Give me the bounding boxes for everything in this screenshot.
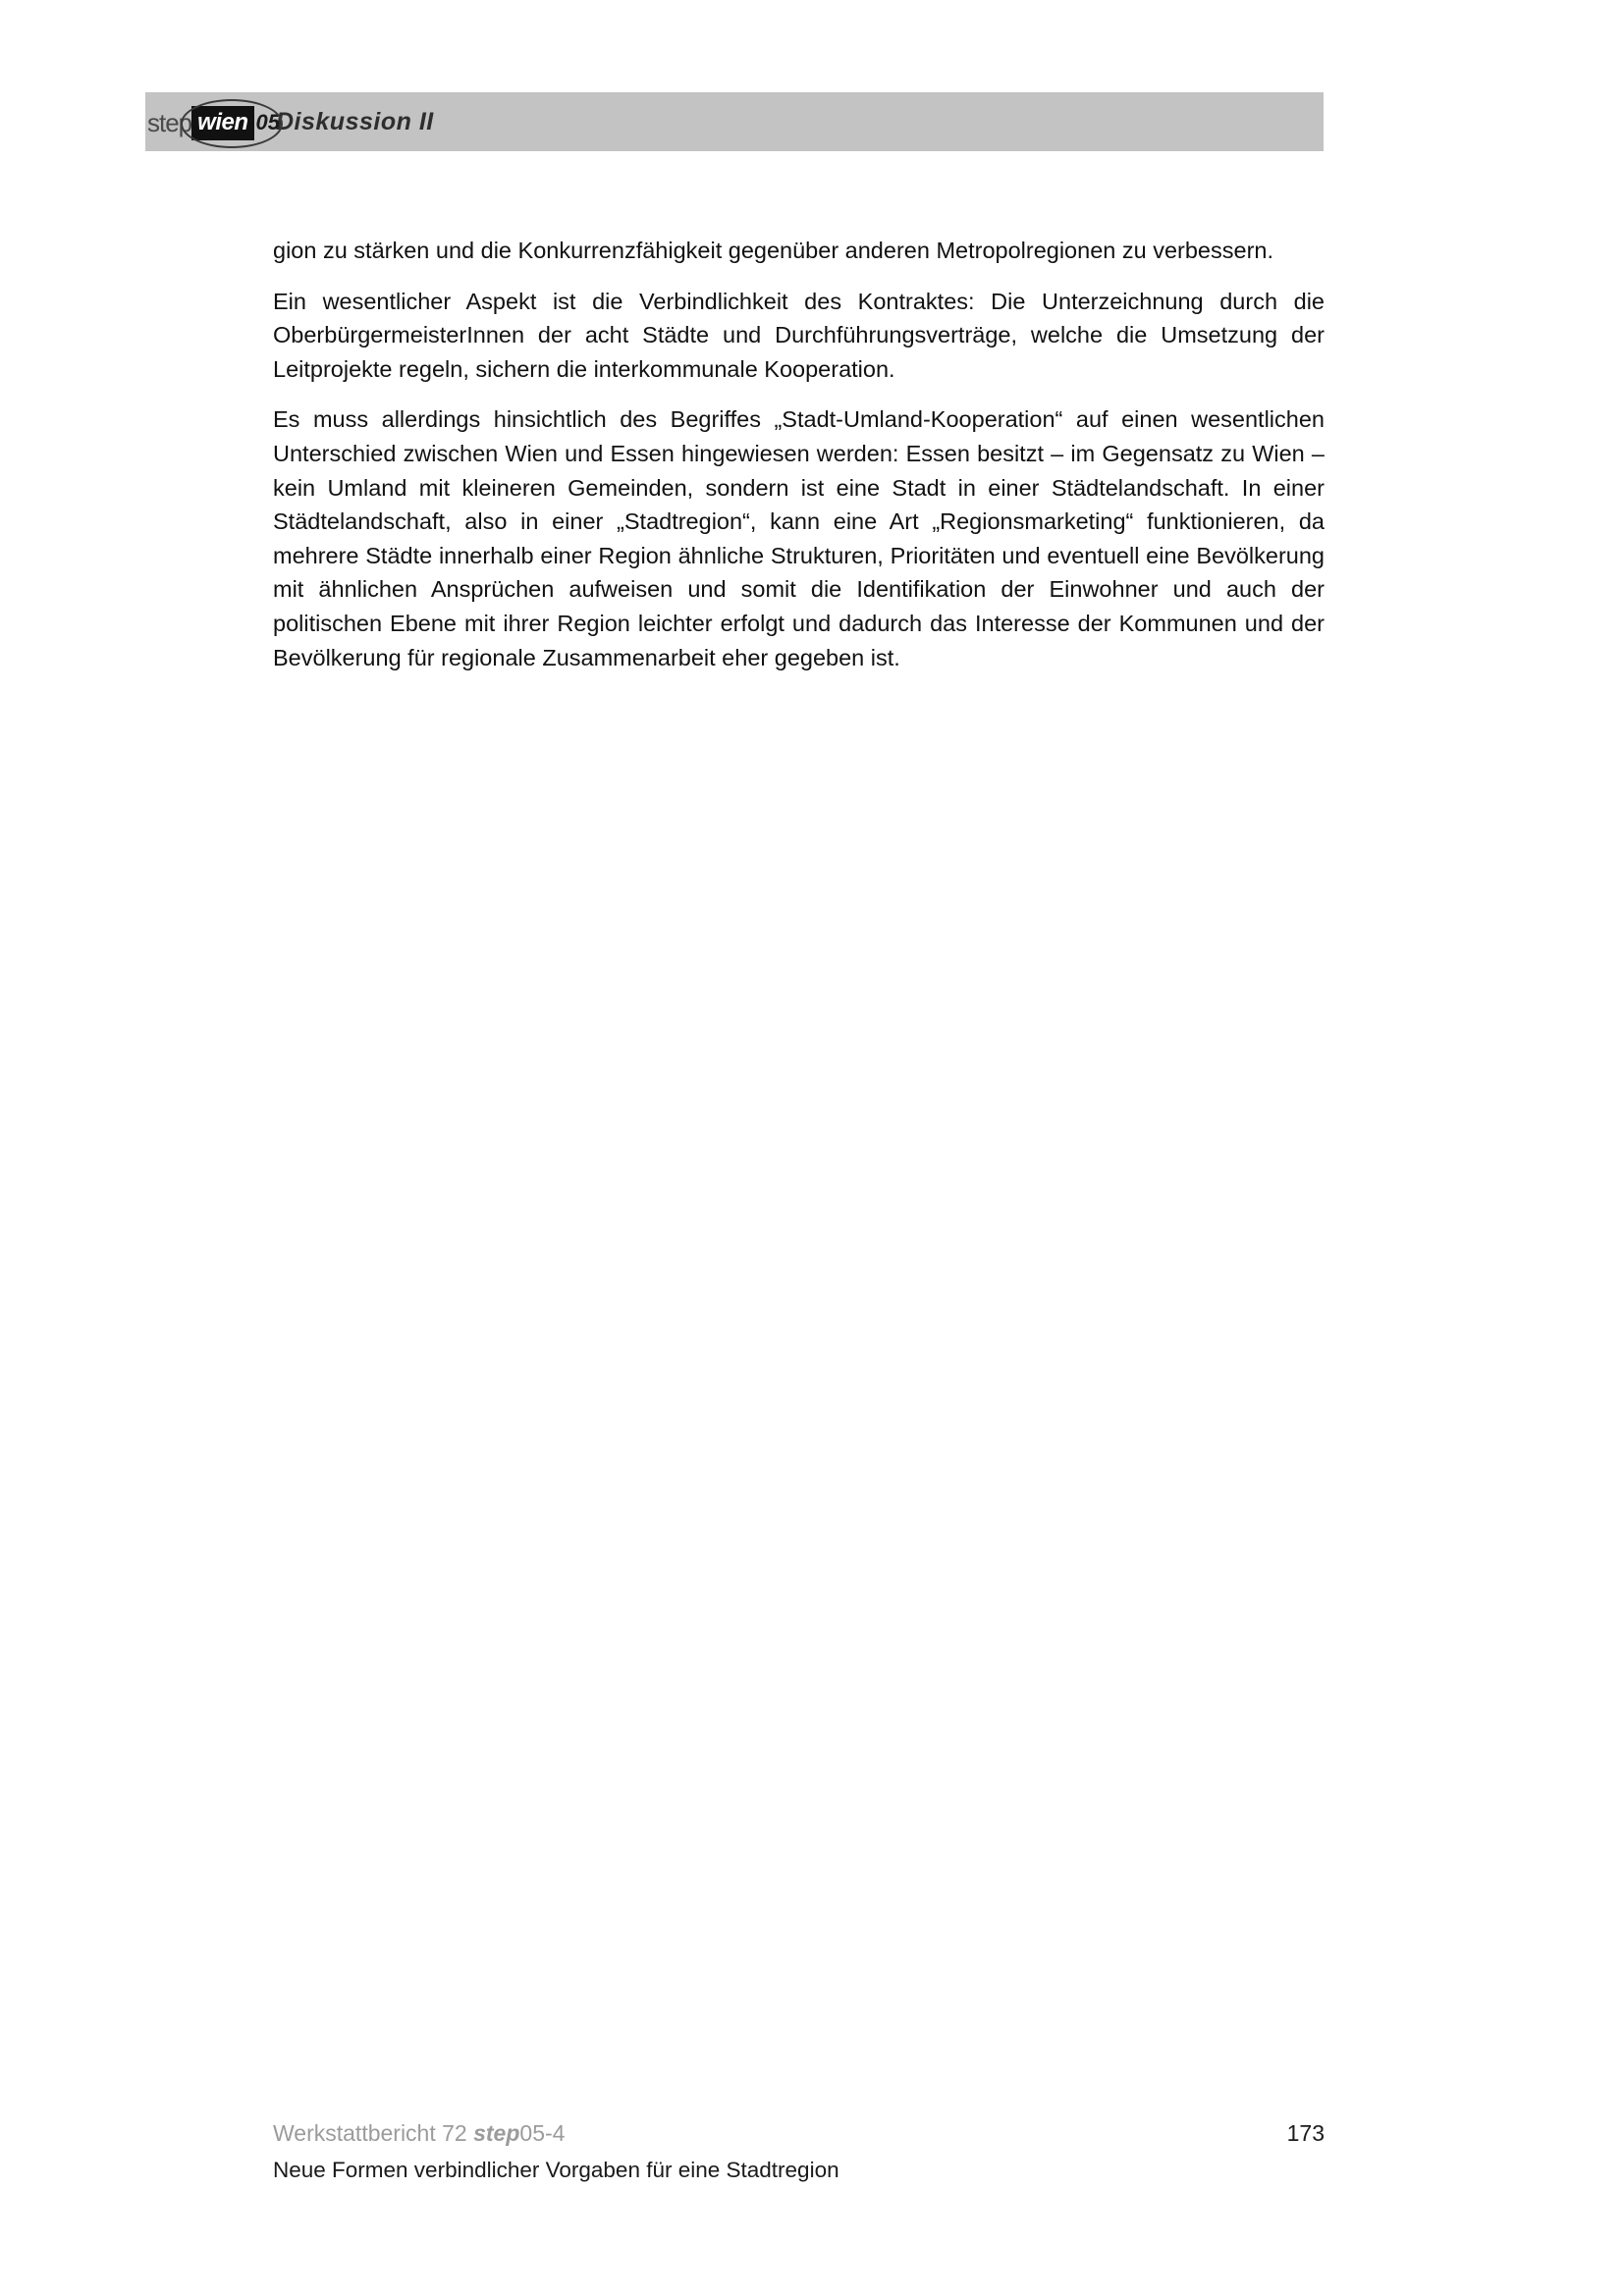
report-title-step: step [473, 2120, 520, 2146]
page-footer [273, 2118, 1325, 2184]
paragraph-2: Ein wesentlicher Aspekt ist die Verbindlichkeit des Kontraktes: Die Unterzeichnung durch die OberbürgermeisterInnen der acht Städte und Durchführungsverträge, welche die Umsetzung der Leitprojekte regeln, sichern die interkommunale Kooperation. [273, 288, 1325, 382]
logo-text-05: 05 [255, 110, 280, 134]
stepwien-logo [147, 104, 280, 141]
footer-report-line [273, 2118, 1325, 2148]
report-title-suffix: 05-4 [519, 2120, 566, 2146]
report-title [273, 2118, 565, 2148]
report-title-prefix: Werkstattbericht 72 [273, 2120, 474, 2146]
body-text [273, 234, 1325, 691]
paragraph-1: gion zu stärken und die Konkurrenzfähigkeit gegenüber anderen Metropolregionen zu verbessern. [273, 238, 1273, 263]
paragraph-3: Es muss allerdings hinsichtlich des Begriffes „Stadt-Umland-Kooperation“ auf einen wesentlichen Unterschied zwischen Wien und Essen hingewiesen werden: Essen besitzt – im Gegensatz zu Wien – kein Umland mit kleineren Gemeinden, sondern ist eine Stadt in einer Städtelandschaft. In einer Städtelandschaft, also in einer „Stadtregion“, kann eine Art „Regionsmarketing“ funktionieren, da mehrere Städte innerhalb einer Region ähnliche Strukturen, Prioritäten und eventuell eine Bevölkerung mit ähnlichen Ansprüchen aufweisen und somit die Identifikation der Einwohner und auch der politischen Ebene mit ihrer Region leichter erfolgt und dadurch das Interesse der Kommunen und der Bevölkerung für regionale Zusammenarbeit eher gegeben ist. [273, 406, 1325, 670]
section-title: Diskussion II [276, 107, 434, 135]
header-bar [145, 92, 1324, 151]
footer-subtitle: Neue Formen verbindlicher Vorgaben für eine Stadtregion [273, 2158, 839, 2182]
page-number: 173 [1286, 2120, 1325, 2146]
logo-text-wien: wien [191, 106, 253, 140]
logo-text-step: step [147, 107, 192, 137]
